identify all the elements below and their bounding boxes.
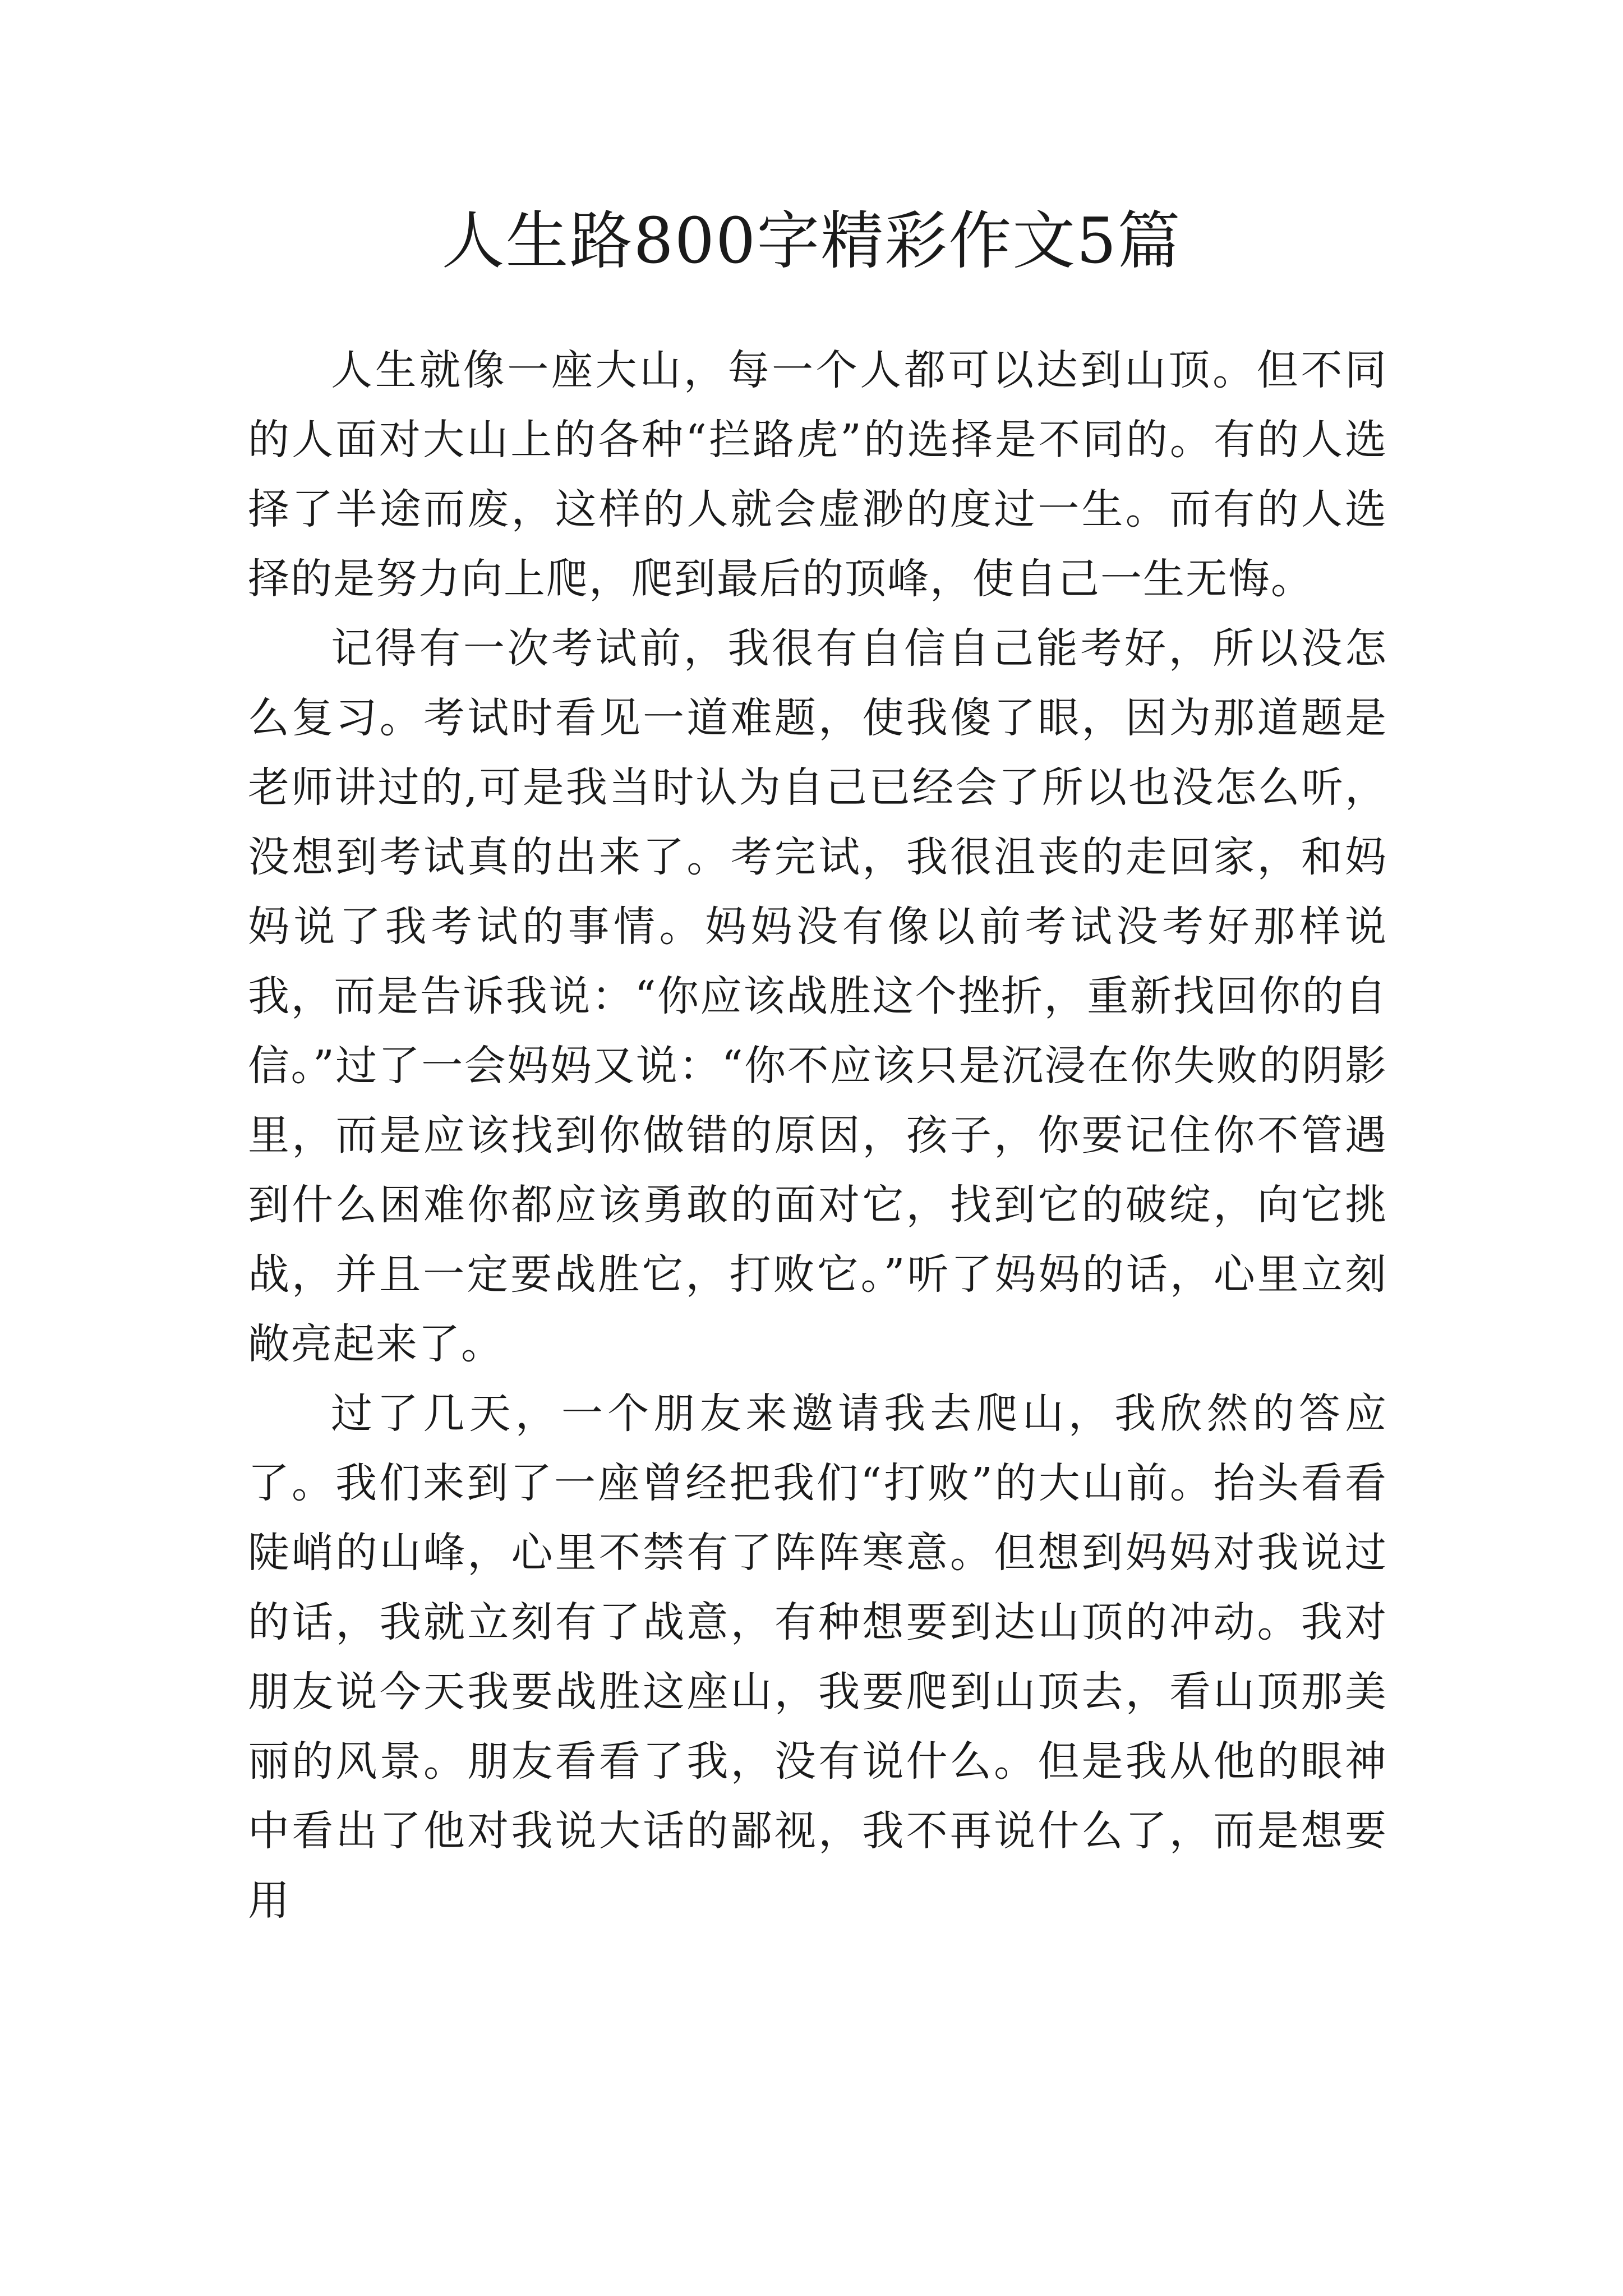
paragraph-3: 过了几天，一个朋友来邀请我去爬山，我欣然的答应了。我们来到了一座曾经把我们“打败”的大山前。抬头看看陡峭的山峰，心里不禁有了阵阵寒意。但想到妈妈对我说过的话，我就立刻有了战意，有种想要到达山顶的冲动。我对朋友说今天我要战胜这座山，我要爬到山顶去，看山顶那美丽的风景。朋友看看了我，没有说什么。但是我从他的眼神中看出了他对我说大话的鄙视，我不再说什么了，而是想要用 [248,1389,1387,1925]
paragraph-1: 人生就像一座大山，每一个人都可以达到山顶。但不同的人面对大山上的各种“拦路虎”的选择是不同的。有的人选择了半途而废，这样的人就会虚渺的度过一生。而有的人选择的是努力向上爬，爬到最后的顶峰，使自己一生无悔。 [248,346,1387,603]
essay-body [248,335,1387,1935]
page-title: 人生路800字精彩作文5篇 [441,205,1182,278]
paragraph-2: 记得有一次考试前，我很有自信自己能考好，所以没怎么复习。考试时看见一道难题，使我傻了眼，因为那道题是老师讲过的,可是我当时认为自己已经会了所以也没怎么听，没想到考试真的出来了。考完试，我很沮丧的走回家，和妈妈说了我考试的事情。妈妈没有像以前考试没考好那样说我，而是告诉我说：“你应该战胜这个挫折，重新找回你的自信。”过了一会妈妈又说：“你不应该只是沉浸在你失败的阴影里，而是应该找到你做错的原因，孩子，你要记住你不管遇到什么困难你都应该勇敢的面对它，找到它的破绽，向它挑战，并且一定要战胜它，打败它。”听了妈妈的话，心里立刻敞亮起来了。 [248,624,1387,1368]
